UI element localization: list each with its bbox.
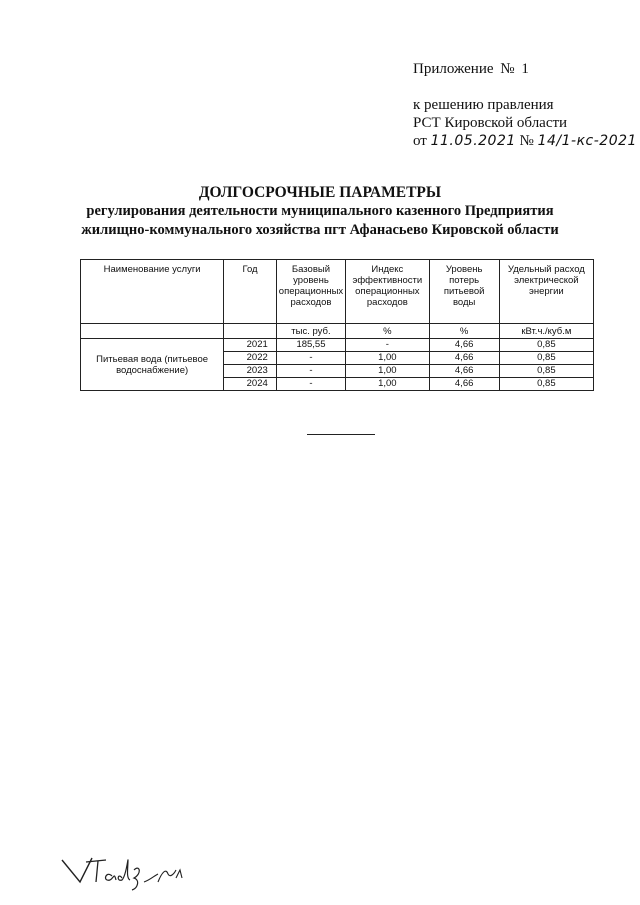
table-units-row — [81, 324, 594, 339]
service-name: Питьевая вода (питьевое водоснабжение) — [81, 339, 224, 391]
header-year: Год — [224, 260, 277, 324]
cell-base: - — [276, 352, 345, 365]
cell-energy: 0,85 — [499, 378, 593, 391]
appendix-block — [413, 60, 637, 150]
number-label: № — [519, 133, 534, 149]
header-energy: Удельный расход электрической энергии — [499, 260, 593, 324]
unit-loss: % — [429, 324, 499, 339]
table-header-row — [81, 260, 594, 324]
appendix-label: Приложение № 1 — [413, 61, 529, 77]
cell-loss: 4,66 — [429, 378, 499, 391]
from-label: от — [413, 133, 427, 149]
header-index: Индекс эффективности операционных расходов — [346, 260, 429, 324]
header-service: Наименование услуги — [81, 260, 224, 324]
unit-blank — [224, 324, 277, 339]
cell-index: 1,00 — [346, 352, 429, 365]
parameters-table — [80, 259, 594, 391]
decision-date: 11.05.2021 — [430, 133, 516, 149]
cell-year: 2022 — [224, 352, 277, 365]
cell-year: 2023 — [224, 365, 277, 378]
cell-year: 2024 — [224, 378, 277, 391]
title-sub-2: жилищно-коммунального хозяйства пгт Афанасьево Кировской области — [81, 222, 559, 238]
header-loss: Уровень потерь питьевой воды — [429, 260, 499, 324]
date-number-line — [413, 132, 637, 150]
decision-line: к решению правления — [413, 97, 554, 113]
authority-line: РСТ Кировской области — [413, 115, 568, 131]
cell-index: - — [346, 339, 429, 352]
cell-loss: 4,66 — [429, 365, 499, 378]
cell-base: - — [276, 378, 345, 391]
header-base: Базовый уровень операционных расходов — [276, 260, 345, 324]
cell-year: 2021 — [224, 339, 277, 352]
table-row — [81, 339, 594, 352]
cell-energy: 0,85 — [499, 339, 593, 352]
title-sub-1: регулирования деятельности муниципального казенного Предприятия — [86, 203, 554, 219]
cell-index: 1,00 — [346, 378, 429, 391]
unit-energy: кВт.ч./куб.м — [499, 324, 593, 339]
unit-blank — [81, 324, 224, 339]
title-main: ДОЛГОСРОЧНЫЕ ПАРАМЕТРЫ — [198, 184, 442, 201]
cell-loss: 4,66 — [429, 339, 499, 352]
cell-loss: 4,66 — [429, 352, 499, 365]
cell-index: 1,00 — [346, 365, 429, 378]
cell-energy: 0,85 — [499, 365, 593, 378]
cell-base: - — [276, 365, 345, 378]
cell-base: 185,55 — [276, 339, 345, 352]
end-divider — [307, 434, 375, 435]
document-title — [0, 183, 640, 240]
handwritten-signature — [58, 852, 198, 892]
cell-energy: 0,85 — [499, 352, 593, 365]
decision-number: 14/1-кс-2021 — [537, 133, 637, 149]
unit-index: % — [346, 324, 429, 339]
unit-base: тыс. руб. — [276, 324, 345, 339]
